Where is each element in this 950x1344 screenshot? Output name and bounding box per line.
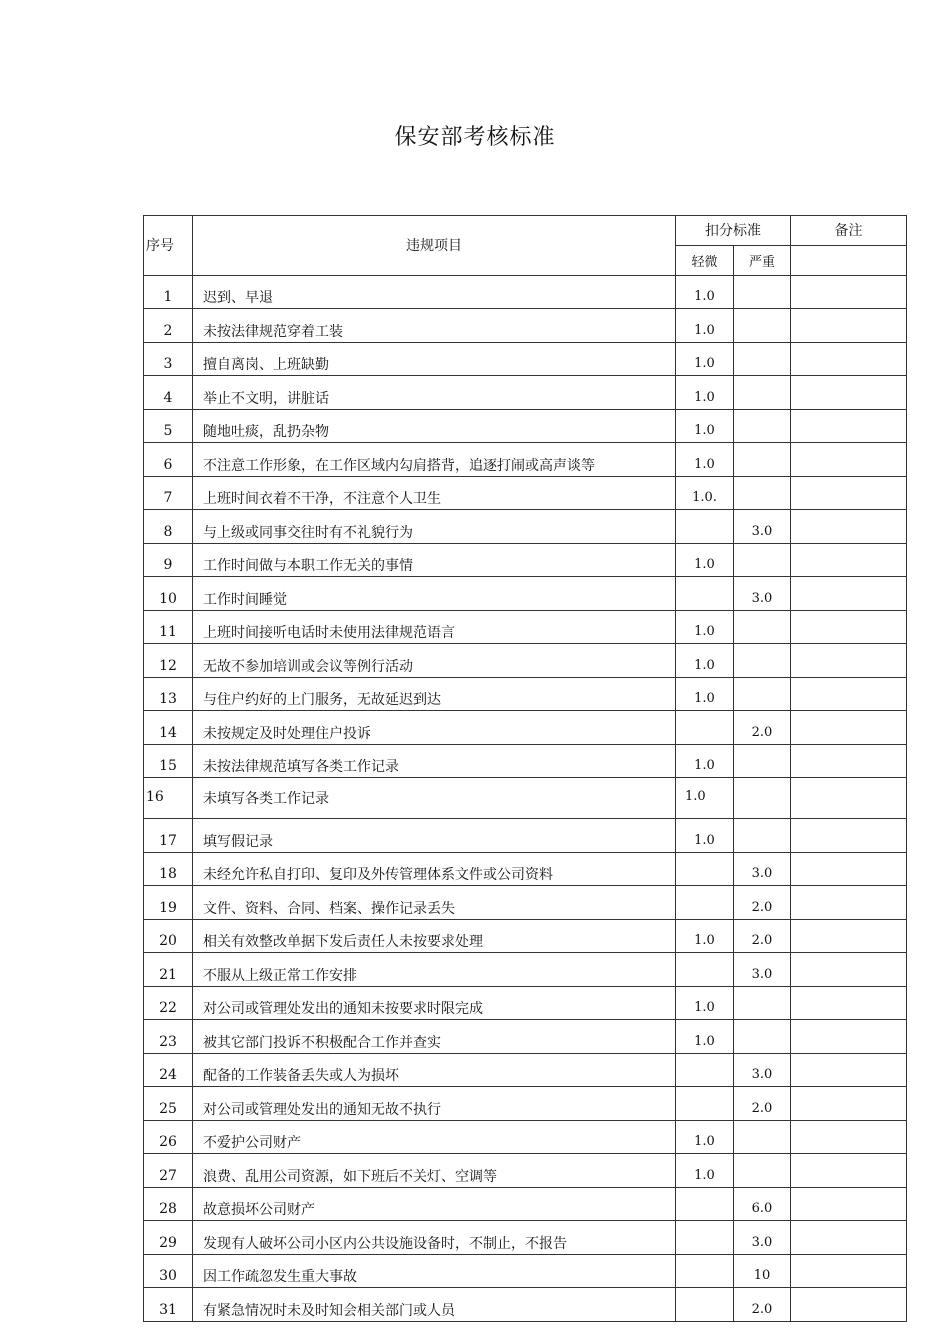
- row-number: 16: [144, 778, 193, 819]
- row-item: 未经允许私自打印、复印及外传管理体系文件或公司资料: [193, 852, 676, 886]
- row-number: 26: [144, 1120, 193, 1154]
- row-minor: 1.0: [676, 275, 734, 309]
- row-severe: 3.0: [734, 1221, 791, 1255]
- row-severe: [734, 309, 791, 343]
- table-row: [144, 610, 907, 644]
- row-minor: [676, 1187, 734, 1221]
- row-minor: 1.0: [676, 309, 734, 343]
- row-number: 9: [144, 543, 193, 577]
- row-severe: 2.0: [734, 1087, 791, 1121]
- row-item: 不爱护公司财产: [193, 1120, 676, 1154]
- row-severe: [734, 409, 791, 443]
- row-note: [791, 510, 907, 544]
- row-item: 与上级或同事交往时有不礼貌行为: [193, 510, 676, 544]
- row-note: [791, 543, 907, 577]
- row-note: [791, 778, 907, 819]
- header-severe: 严重: [734, 245, 791, 275]
- row-note: [791, 1254, 907, 1288]
- table-row: [144, 443, 907, 477]
- row-severe: 10: [734, 1254, 791, 1288]
- row-severe: [734, 677, 791, 711]
- row-number: 14: [144, 711, 193, 745]
- row-minor: [676, 1087, 734, 1121]
- row-number: 22: [144, 986, 193, 1020]
- row-minor: [676, 510, 734, 544]
- row-note: [791, 275, 907, 309]
- table-body: [144, 216, 907, 1322]
- table-row: [144, 309, 907, 343]
- row-severe: [734, 476, 791, 510]
- row-item: 未按法律规范填写各类工作记录: [193, 744, 676, 778]
- row-number: 6: [144, 443, 193, 477]
- row-number: 29: [144, 1221, 193, 1255]
- row-severe: 2.0: [734, 919, 791, 953]
- row-number: 2: [144, 309, 193, 343]
- row-note: [791, 1221, 907, 1255]
- row-note: [791, 953, 907, 987]
- table-row: [144, 510, 907, 544]
- row-minor: [676, 1053, 734, 1087]
- row-note: [791, 677, 907, 711]
- assessment-table: [143, 215, 907, 1322]
- row-item: 举止不文明，讲脏话: [193, 376, 676, 410]
- row-item: 文件、资料、合同、档案、操作记录丢失: [193, 886, 676, 920]
- row-note: [791, 744, 907, 778]
- row-severe: 2.0: [734, 1288, 791, 1322]
- row-item: 工作时间睡觉: [193, 577, 676, 611]
- row-severe: [734, 986, 791, 1020]
- table-row: [144, 476, 907, 510]
- row-item: 相关有效整改单据下发后责任人未按要求处理: [193, 919, 676, 953]
- header-minor: 轻微: [676, 245, 734, 275]
- row-item: 有紧急情况时未及时知会相关部门或人员: [193, 1288, 676, 1322]
- row-minor: 1.0: [676, 644, 734, 678]
- row-item: 发现有人破坏公司小区内公共设施设备时，不制止，不报告: [193, 1221, 676, 1255]
- row-item: 擅自离岗、上班缺勤: [193, 342, 676, 376]
- row-item: 无故不参加培训或会议等例行活动: [193, 644, 676, 678]
- row-item: 对公司或管理处发出的通知无故不执行: [193, 1087, 676, 1121]
- row-minor: 1.0: [676, 1154, 734, 1188]
- row-item: 填写假记录: [193, 819, 676, 853]
- row-number: 21: [144, 953, 193, 987]
- table-row: [144, 342, 907, 376]
- table-row: [144, 1020, 907, 1054]
- table-row: [144, 953, 907, 987]
- row-number: 12: [144, 644, 193, 678]
- row-minor: 1.0.: [676, 476, 734, 510]
- row-note: [791, 476, 907, 510]
- header-row: [144, 216, 907, 246]
- row-number: 24: [144, 1053, 193, 1087]
- row-number: 10: [144, 577, 193, 611]
- row-number: 4: [144, 376, 193, 410]
- row-note: [791, 711, 907, 745]
- table-row: [144, 852, 907, 886]
- table-row: [144, 919, 907, 953]
- row-number: 13: [144, 677, 193, 711]
- row-note: [791, 376, 907, 410]
- table-row: [144, 1221, 907, 1255]
- row-severe: 2.0: [734, 711, 791, 745]
- row-severe: 6.0: [734, 1187, 791, 1221]
- row-note: [791, 610, 907, 644]
- page-title: 保安部考核标准: [394, 125, 556, 150]
- row-number: 20: [144, 919, 193, 953]
- table-row: [144, 1288, 907, 1322]
- row-minor: 1.0: [676, 986, 734, 1020]
- row-minor: 1.0: [676, 819, 734, 853]
- row-minor: 1.0: [676, 677, 734, 711]
- table-row: [144, 577, 907, 611]
- row-note: [791, 819, 907, 853]
- table-row: [144, 1187, 907, 1221]
- row-minor: 1.0: [676, 342, 734, 376]
- row-severe: 2.0: [734, 886, 791, 920]
- row-number: 3: [144, 342, 193, 376]
- row-severe: [734, 644, 791, 678]
- row-number: 28: [144, 1187, 193, 1221]
- table-row: [144, 1053, 907, 1087]
- row-item: 因工作疏忽发生重大事故: [193, 1254, 676, 1288]
- row-minor: 1.0: [676, 778, 734, 819]
- row-severe: 3.0: [734, 510, 791, 544]
- row-number: 31: [144, 1288, 193, 1322]
- row-severe: [734, 1120, 791, 1154]
- row-number: 7: [144, 476, 193, 510]
- row-note: [791, 919, 907, 953]
- row-severe: [734, 744, 791, 778]
- row-severe: [734, 543, 791, 577]
- row-severe: [734, 819, 791, 853]
- table-row: [144, 744, 907, 778]
- row-number: 1: [144, 275, 193, 309]
- row-item: 未按法律规范穿着工装: [193, 309, 676, 343]
- row-minor: 1.0: [676, 1020, 734, 1054]
- table-row: [144, 986, 907, 1020]
- table-row: [144, 275, 907, 309]
- row-minor: [676, 886, 734, 920]
- row-item: 不注意工作形象，在工作区域内勾肩搭背，追逐打闹或高声谈等: [193, 443, 676, 477]
- table-row: [144, 819, 907, 853]
- row-minor: [676, 953, 734, 987]
- table-row: [144, 1087, 907, 1121]
- header-deduction: 扣分标准: [676, 216, 791, 246]
- row-number: 25: [144, 1087, 193, 1121]
- row-item: 迟到、早退: [193, 275, 676, 309]
- row-note: [791, 1020, 907, 1054]
- row-minor: [676, 852, 734, 886]
- row-item: 随地吐痰，乱扔杂物: [193, 409, 676, 443]
- header-item: 违规项目: [193, 216, 676, 276]
- row-minor: 1.0: [676, 409, 734, 443]
- row-note: [791, 309, 907, 343]
- row-number: 15: [144, 744, 193, 778]
- row-minor: [676, 1221, 734, 1255]
- row-note: [791, 852, 907, 886]
- row-severe: 3.0: [734, 577, 791, 611]
- row-note: [791, 1053, 907, 1087]
- row-item: 不服从上级正常工作安排: [193, 953, 676, 987]
- row-number: 11: [144, 610, 193, 644]
- row-item: 被其它部门投诉不积极配合工作并查实: [193, 1020, 676, 1054]
- row-note: [791, 1187, 907, 1221]
- row-note: [791, 577, 907, 611]
- row-number: 27: [144, 1154, 193, 1188]
- table-row: [144, 778, 907, 819]
- table-row: [144, 1254, 907, 1288]
- row-severe: [734, 275, 791, 309]
- table-row: [144, 543, 907, 577]
- row-minor: 1.0: [676, 443, 734, 477]
- row-note: [791, 886, 907, 920]
- row-number: 5: [144, 409, 193, 443]
- table-row: [144, 1120, 907, 1154]
- row-item: 未按规定及时处理住户投诉: [193, 711, 676, 745]
- header-no: 序号: [144, 216, 193, 276]
- row-severe: [734, 1020, 791, 1054]
- row-note: [791, 1288, 907, 1322]
- row-item: 故意损坏公司财产: [193, 1187, 676, 1221]
- table-row: [144, 409, 907, 443]
- row-item: 与住户约好的上门服务，无故延迟到达: [193, 677, 676, 711]
- table-row: [144, 1154, 907, 1188]
- row-item: 配备的工作装备丢失或人为损坏: [193, 1053, 676, 1087]
- row-minor: [676, 711, 734, 745]
- row-minor: 1.0: [676, 1120, 734, 1154]
- row-minor: [676, 1288, 734, 1322]
- row-minor: 1.0: [676, 610, 734, 644]
- table-row: [144, 886, 907, 920]
- row-severe: [734, 778, 791, 819]
- row-severe: [734, 1154, 791, 1188]
- row-note: [791, 986, 907, 1020]
- row-note: [791, 443, 907, 477]
- row-note: [791, 1154, 907, 1188]
- row-minor: 1.0: [676, 919, 734, 953]
- row-number: 19: [144, 886, 193, 920]
- row-minor: 1.0: [676, 744, 734, 778]
- row-note: [791, 1087, 907, 1121]
- row-minor: 1.0: [676, 543, 734, 577]
- row-item: 上班时间接听电话时未使用法律规范语言: [193, 610, 676, 644]
- row-number: 18: [144, 852, 193, 886]
- header-note: 备注: [791, 216, 907, 246]
- row-note: [791, 1120, 907, 1154]
- table-row: [144, 376, 907, 410]
- table-row: [144, 711, 907, 745]
- table-row: [144, 677, 907, 711]
- row-number: 8: [144, 510, 193, 544]
- row-item: 工作时间做与本职工作无关的事情: [193, 543, 676, 577]
- row-severe: [734, 610, 791, 644]
- row-minor: [676, 1254, 734, 1288]
- row-severe: 3.0: [734, 1053, 791, 1087]
- row-severe: [734, 376, 791, 410]
- row-item: 上班时间衣着不干净，不注意个人卫生: [193, 476, 676, 510]
- row-item: 未填写各类工作记录: [193, 778, 676, 819]
- row-number: 17: [144, 819, 193, 853]
- row-minor: 1.0: [676, 376, 734, 410]
- row-minor: [676, 577, 734, 611]
- row-number: 23: [144, 1020, 193, 1054]
- row-note: [791, 342, 907, 376]
- table-row: [144, 644, 907, 678]
- row-note: [791, 409, 907, 443]
- row-severe: [734, 342, 791, 376]
- row-severe: 3.0: [734, 953, 791, 987]
- row-severe: [734, 443, 791, 477]
- row-severe: 3.0: [734, 852, 791, 886]
- row-number: 30: [144, 1254, 193, 1288]
- row-note: [791, 644, 907, 678]
- row-item: 浪费、乱用公司资源，如下班后不关灯、空调等: [193, 1154, 676, 1188]
- header-note-blank: [791, 245, 907, 275]
- row-item: 对公司或管理处发出的通知未按要求时限完成: [193, 986, 676, 1020]
